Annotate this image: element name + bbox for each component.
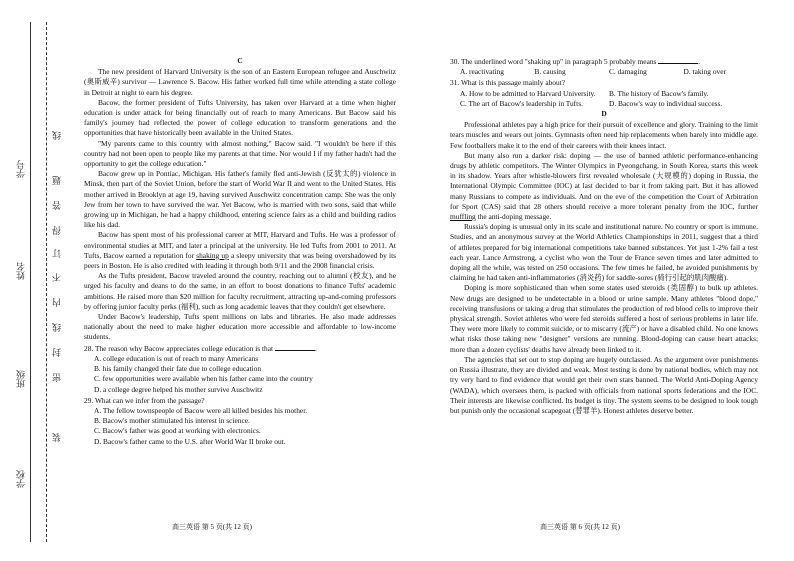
page-footer-left: 高三英语 第 5 页(共 12 页) [172, 523, 252, 531]
passage-d-paragraph: Professional athletes pay a high price for their pursuit of excellence and glory. Training to the limit tears muscles and wears out joints. Gymnasts often need hip replacements when barely into middle age. Few footballers make it to the end of their careers with their knees intact. [450, 120, 758, 150]
question-stem: 29. What can we infer from the passage? [84, 395, 205, 405]
options-grid [450, 89, 758, 109]
passage-c-paragraph: Bacow, the former president of Tufts University, has taken over Harvard at a time when higher education is under attack for being financially out of reach to many Americans. But Bacow said his family's journey had reflected the power of college education to transform generations and the opportunities that have historically been available in the United States. [84, 97, 396, 138]
passage-d-paragraph: The agencies that set out to stop doping are hugely outclassed. As the argument over punishments on Russia illustrate, they are divided and weak. Most testing is done by national bodies, which may not try very hard to find evidence that would get their own stars banned. The World Anti-Doping Agency (WADA), which oversees them, is packed with officials from national sports federations and the IOC. Their interests are likewise conflicted. Its budget is tiny. The system seems to be designed to look tough but punish only the occasional scapegoat (替罪羊). Honest athletes deserve better. [450, 354, 758, 415]
passage-c-paragraph: Bacow grew up in Pontiac, Michigan. His father's family fled anti-Jewish (反犹太的) violence in Minsk, then part of the Soviet Union, before the start of World War II and went to the United States. His mother arrived in Brooklyn at age 19, having survived Auschwitz concentration camp. She was the only Jew from her town to have survived the war. Yet Bacow, who is married with two sons, said that while growing up in Michigan, he had a happy childhood, entering science fairs as a child and building radios like his dad. [84, 169, 396, 230]
passage-c-paragraph: "My parents came to this country with almost nothing," Bacow said. "I wouldn't be here if this country had not been open to people like my parents at that time. Nor would I if my father hadn't had the opportunity to get the college education." [84, 138, 396, 169]
paragraph-text: the anti-doping message. [475, 212, 552, 222]
seal-word: 题 [52, 175, 62, 185]
passage-d-paragraph [450, 151, 758, 222]
right-column [450, 56, 758, 416]
question-28 [84, 344, 396, 395]
passage-c-paragraph [84, 230, 396, 271]
answer-blank [275, 350, 315, 351]
passage-c-paragraph: Under Bacow's leadership, Tufts spent millions on labs and libraries. He also made addresses nationally about the need to make higher education more accessible and affordable to low-income students. [84, 312, 396, 342]
option-b: B. his family changed their fate due to college education [94, 364, 262, 374]
binding-margin [0, 0, 66, 561]
option-b: B. The history of Bacow's family. [609, 88, 709, 98]
option-a: A. college education is out of reach to many Americans [94, 353, 259, 363]
option-c: C. Bacow's father was good at working with electronics. [94, 426, 261, 436]
seal-word: 答 [52, 200, 62, 210]
binding-solid-line [30, 22, 31, 542]
paragraph-text: Bacow has spent most of his professional career at MIT, Harvard and Tufts. He was a professor of environmental studies at MIT, and later a principal at the university. He led Tufts from 2001 to 2011. At Tufts, Bacow earned a reputation for [84, 230, 396, 260]
option-d: D. Bacow's way to individual success. [609, 98, 723, 108]
binding-field-student-id: 学号 [16, 160, 26, 178]
paragraph-text: a sleepy university that was being overshadowed by its peers in Boston. He is also credited with leading it through both 9/11 and the 2008 financial crisis. [84, 250, 396, 271]
underlined-word: muffling [450, 212, 476, 222]
option-a: A. reactivating [460, 67, 504, 77]
question-stem: 30. The underlined word "shaking up" in paragraph 5 probably means . [450, 57, 701, 66]
left-column [84, 56, 396, 447]
option-c: C. The art of Bacow's leadership in Tufts. [460, 98, 583, 108]
binding-mark-xian: 装 [52, 432, 62, 442]
binding-mark-zhuang: 线 [52, 130, 62, 140]
option-c: C. damaging [609, 67, 647, 77]
seal-word: 线 [52, 322, 62, 332]
question-stem-text: 30. The underlined word "shaking up" in paragraph 5 probably means [450, 57, 657, 66]
binding-field-name: 姓名 [16, 262, 26, 280]
option-a: A. How to be admitted to Harvard University. [460, 88, 596, 98]
binding-dashed-line [46, 22, 47, 542]
question-29 [84, 396, 396, 447]
section-d-heading: D [601, 109, 607, 119]
passage-c-paragraph: The new president of Harvard University is the son of an Eastern European refugee and Auschwitz (奥斯威辛) survivor — Lawrence S. Bacow. His father worked full time while attending a state college in Detroit at night to earn his degree. [84, 67, 396, 97]
question-stem: 31. What is this passage mainly about? [450, 78, 566, 88]
binding-field-class: 班级 [16, 370, 26, 388]
passage-c-paragraph: As the Tufts president, Bacow traveled around the country, reaching out to alumni (校友), and he urged his faculty and deans to do the same, in an effort to boost donations to finance Tufts' academic ambitions. He raised more than $20 million for faculty recruitment, attracting up-and-coming professors by offering junior faculty perks (福利), such as long academic leaves that they couldn't get elsewhere. [84, 271, 396, 311]
option-a: A. The fellow townspeople of Bacow were all killed besides his mother. [94, 405, 308, 415]
question-stem: 28. The reason why Bacow appreciates college education is that . [84, 343, 317, 353]
option-b: B. causing [534, 67, 566, 77]
binding-field-school: 学校 [16, 470, 26, 488]
seal-word: 得 [52, 225, 62, 235]
underlined-phrase: shaking up [196, 250, 229, 260]
passage-d-paragraph: Doping is more sophisticated than when some states used steroids (类固醇) to bulk up athletes. New drugs are designed to be undetectable in a blood or urine sample. Many athletes "blood dope," receiving transfusions or taking a drug that stimulates the production of red blood cells to improve their physical strength. Soviet athletes who were fed steroids suffered a host of serious problems in later life. They were more likely to commit suicide, or to miscarry (流产) or have a disabled child. No one knows what risks those taking new "designer" versions are running. Blood-doping can cause heart attacks; more than a dozen cyclists' deaths have already been linked to it. [450, 283, 758, 354]
option-d: D. a college degree helped his mother survive Auschwitz [94, 384, 263, 394]
seal-word: 内 [52, 297, 62, 307]
paragraph-text: But many also run a darker risk: doping — the use of banned athletic performance-enhancing drugs by athletic competitors. The Winter Olympics in Pyeongchang, in South Korea, starts this week in its shadow. Years after whistle-blowers first revealed wholesale (大规模的) doping in Russia, the International Olympic Committee (IOC) at last decided to bar it from taking part. But it has allowed many Russians to compete as individuals. And on the eve of the competition the Court of Arbitration for Sport (CAS) said that 28 others should receive a more tolerant penalty from the IOC, further [450, 150, 758, 211]
page-footer-right: 高三英语 第 6 页(共 12 页) [540, 523, 620, 531]
binding-mark-ding: 订 [52, 248, 62, 258]
seal-word: 不 [52, 272, 62, 282]
answer-blank [658, 63, 698, 64]
section-c-heading: C [237, 56, 243, 65]
options-row [450, 67, 758, 77]
option-d: D. Bacow's father came to the U.S. after World War II broke out. [94, 436, 286, 446]
question-31 [450, 78, 758, 109]
option-c: C. few opportunities were available when his father came into the country [94, 374, 313, 384]
seal-word: 封 [52, 347, 62, 357]
question-30 [450, 57, 758, 77]
question-stem-text: 28. The reason why Bacow appreciates college education is that [84, 343, 274, 353]
passage-d-paragraph: Russia's doping is unusual only in its scale and institutional nature. No country or sport is immune. Studies, and an anonymous survey at the World Athletics Championships in 2011, suggest that a third of athletes prepared for big international competitions take banned substances. Yet just 1-2% fail a test each year. Lance Armstrong, a cyclist who won the Tour de France seven times and later admitted to doping all the while, was tested on 250 occasions. The few times he failed, he avoided punishments by claiming he had taken anti-inflammatories (消炎药) for saddle-sores (骑行引起的肌肉酸痛). [450, 222, 758, 283]
option-d: D. taking over [683, 67, 726, 77]
seal-word: 密 [52, 372, 62, 382]
option-b: B. Bacow's mother stimulated his interest in science. [94, 416, 250, 426]
